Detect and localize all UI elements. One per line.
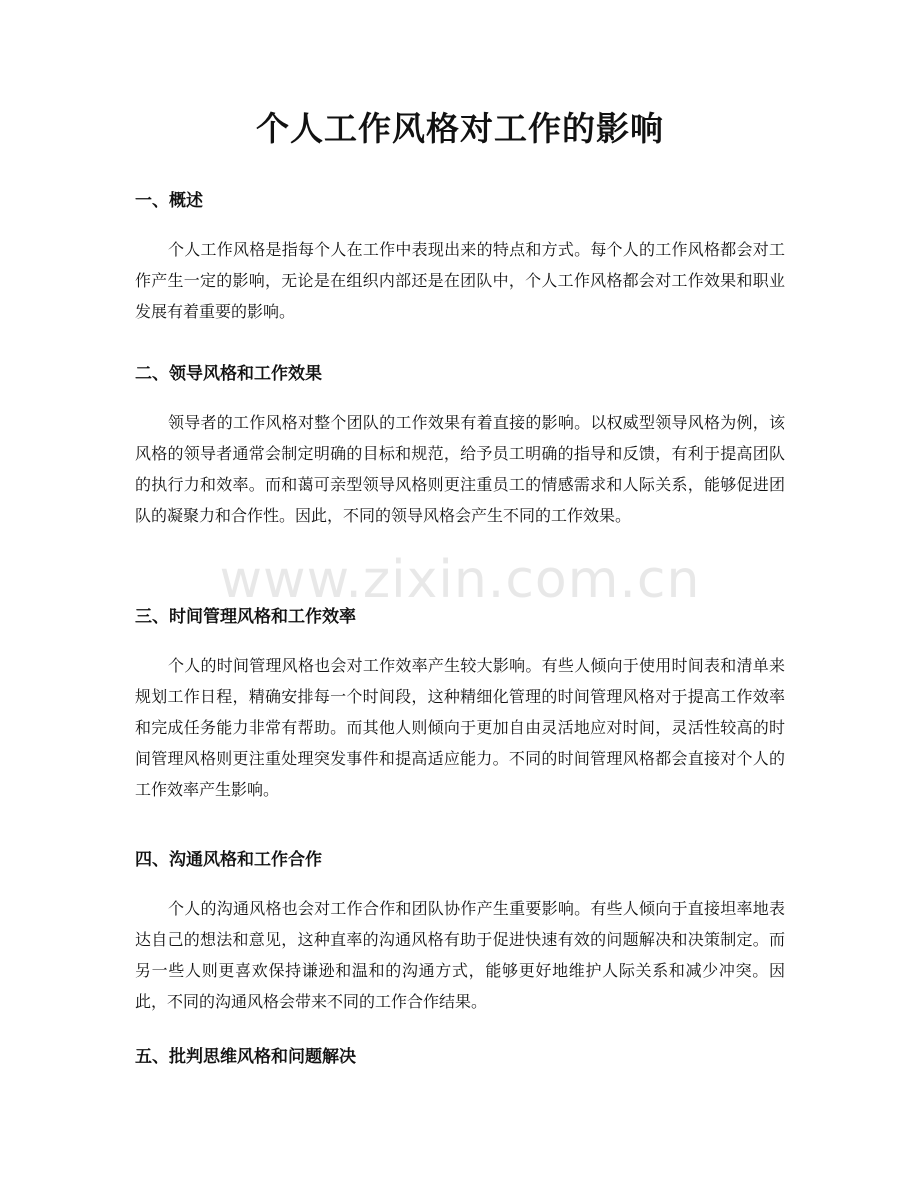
section-heading: 二、领导风格和工作效果 xyxy=(135,364,322,384)
section-communication-style xyxy=(135,847,785,1017)
section-heading: 五、批判思维风格和问题解决 xyxy=(135,1047,356,1067)
section-paragraph: 个人的时间管理风格也会对工作效率产生较大影响。有些人倾向于使用时间表和清单来规划工作日程，精确安排每一个时间段，这种精细化管理的时间管理风格对于提高工作效率和完成任务能力非常有帮助。而其他人则倾向于更加自由灵活地应对时间，灵活性较高的时间管理风格则更注重处理突发事件和提高适应能力。不同的时间管理风格都会直接对个人的工作效率产生影响。 xyxy=(135,656,785,799)
section-leadership-style xyxy=(135,361,785,531)
section-overview xyxy=(135,188,785,327)
watermark-text: www.zixin.com.cn xyxy=(219,550,701,610)
section-paragraph: 个人工作风格是指每个人在工作中表现出来的特点和方式。每个人的工作风格都会对工作产生一定的影响，无论是在组织内部还是在团队中，个人工作风格都会对工作效果和职业发展有着重要的影响。 xyxy=(135,240,785,321)
section-critical-thinking-style xyxy=(135,1044,785,1070)
section-heading: 四、沟通风格和工作合作 xyxy=(135,850,322,870)
section-paragraph: 个人的沟通风格也会对工作合作和团队协作产生重要影响。有些人倾向于直接坦率地表达自己的想法和意见，这种直率的沟通风格有助于促进快速有效的问题解决和决策制定。而另一些人则更喜欢保持谦逊和温和的沟通方式，能够更好地维护人际关系和减少冲突。因此，不同的沟通风格会带来不同的工作合作结果。 xyxy=(135,899,785,1011)
section-time-management-style xyxy=(135,604,785,805)
section-heading: 一、概述 xyxy=(135,191,203,211)
document-title: 个人工作风格对工作的影响 xyxy=(256,109,664,148)
section-paragraph: 领导者的工作风格对整个团队的工作效果有着直接的影响。以权威型领导风格为例，该风格的领导者通常会制定明确的目标和规范，给予员工明确的指导和反馈，有利于提高团队的执行力和效率。而和蔼可亲型领导风格则更注重员工的情感需求和人际关系，能够促进团队的凝聚力和合作性。因此，不同的领导风格会产生不同的工作效果。 xyxy=(135,413,785,525)
section-heading: 三、时间管理风格和工作效率 xyxy=(135,607,356,627)
